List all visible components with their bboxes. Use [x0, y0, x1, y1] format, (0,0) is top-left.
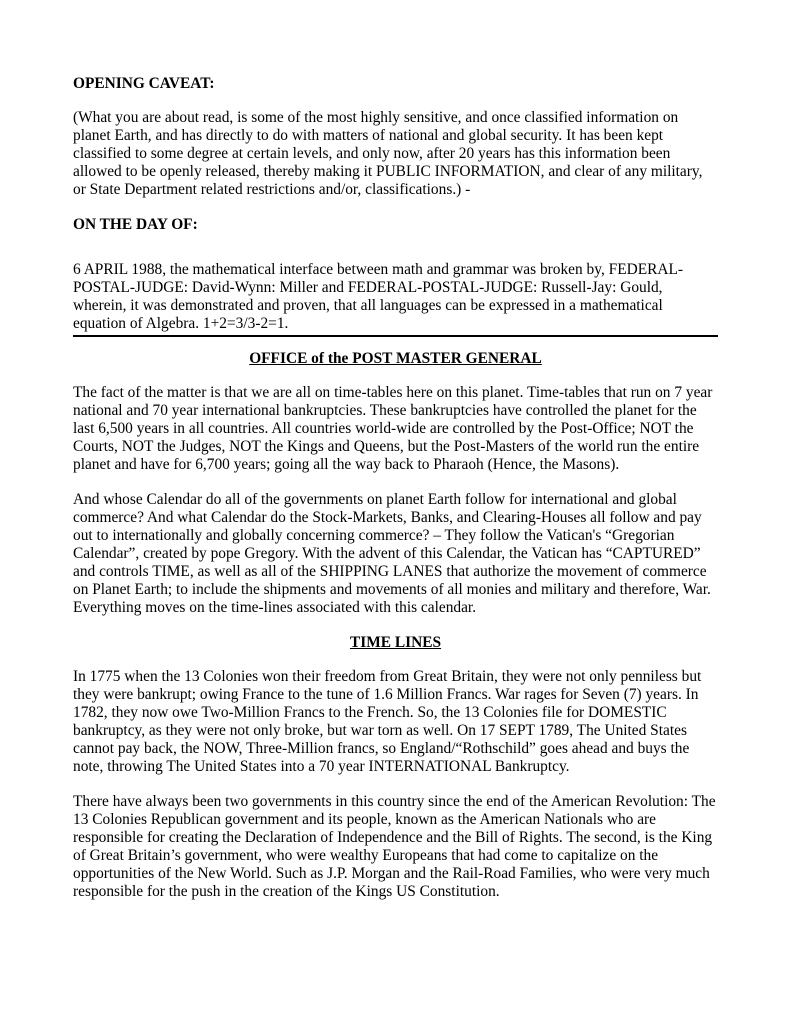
horizontal-divider — [73, 335, 718, 337]
office-of-post-master-general-heading: OFFICE of the POST MASTER GENERAL — [249, 350, 542, 367]
office-paragraph-2: And whose Calendar do all of the governments on planet Earth follow for international and global commerce? And what Calendar do the Stock-Markets, Banks, and Clearing-Houses all follow and pay out to internationally and globally concerning commerce? – They follow the Vatican's “Gregorian Calendar”, created by pope Gregory. With the advent of this Calendar, the Vatican has “CAPTURED” and controls TIME, as well as all of the SHIPPING LANES that authorize the movement of commerce on Planet Earth; to include the shipments and movements of all monies and military and therefore, War. Everything moves on the time-lines associated with this calendar. — [73, 491, 711, 616]
time-lines-paragraph-1: In 1775 when the 13 Colonies won their freedom from Great Britain, they were not only penniless but they were bankrupt; owing France to the tune of 1.6 Million Francs. War rages for Seven (7) years. In 1782, they now owe Two-Million Francs to the French. So, the 13 Colonies file for DOMESTIC bankruptcy, as they were not only broke, but war torn as well. On 17 SEPT 1789, The United States cannot pay back, the NOW, Three-Million francs, so England/“Rothschild” goes ahead and buys the note, throwing The United States into a 70 year INTERNATIONAL Bankruptcy. — [73, 668, 702, 775]
opening-caveat-heading: OPENING CAVEAT: — [73, 75, 215, 92]
office-paragraph-1: The fact of the matter is that we are all on time-tables here on this planet. Time-tables that run on 7 year national and 70 year international bankruptcies. These bankruptcies have controlled the planet for the last 6,500 years in all countries. All countries world-wide are controlled by the Post-Office; NOT the Courts, NOT the Judges, NOT the Kings and Queens, but the Post-Masters of the world run the entire planet and have for 6,700 years; going all the way back to Pharaoh (Hence, the Masons). — [73, 384, 713, 473]
on-the-day-of-text: 6 APRIL 1988, the mathematical interface between math and grammar was broken by, FEDERAL-POSTAL-JUDGE: David-Wynn: Miller and FEDERAL-POSTAL-JUDGE: Russell-Jay: Gould, wherein, it was demonstrated and proven, that all languages can be expressed in a mathematical equation of Algebra. 1+2=3/3-2=1. — [73, 261, 684, 332]
time-lines-heading: TIME LINES — [349, 634, 442, 651]
opening-caveat-text: (What you are about read, is some of the most highly sensitive, and once classified information on planet Earth, and has directly to do with matters of national and global security. It has been kept classified to some degree at certain levels, and only now, after 20 years has this information been allowed to be openly released, thereby making it PUBLIC INFORMATION, and clear of any military, or State Department related restrictions and/or, classifications.) - — [73, 109, 703, 198]
on-the-day-of-heading: ON THE DAY OF: — [73, 216, 198, 233]
time-lines-paragraph-2: There have always been two governments in this country since the end of the American Revolution: The 13 Colonies Republican government and its people, known as the American Nationals who are responsible for creating the Declaration of Independence and the Bill of Rights. The second, is the King of Great Britain’s government, who were wealthy Europeans that had come to capitalize on the opportunities of the New World. Such as J.P. Morgan and the Rail-Road Families, who were very much responsible for the push in the creation of the Kings US Constitution. — [73, 793, 716, 900]
document-page — [73, 72, 718, 901]
